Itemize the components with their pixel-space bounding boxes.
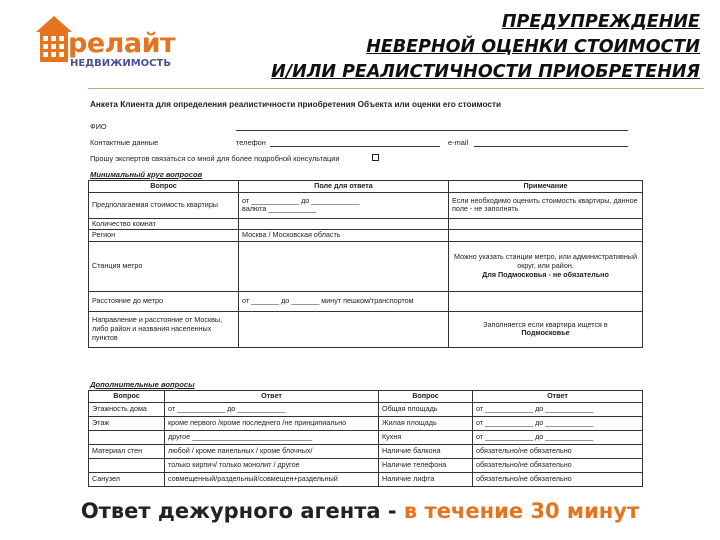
- wall-material-field[interactable]: любой / кроме панельных / кроме блочных/: [165, 444, 379, 458]
- row-question: Регион: [89, 230, 239, 242]
- row-question: Этаж: [89, 416, 165, 430]
- row-question: Этажность дома: [89, 402, 165, 416]
- col-header-question: Вопрос: [89, 181, 239, 193]
- page-title: [180, 10, 700, 85]
- direction-note: Заполняется если квартира ищется в: [483, 319, 608, 329]
- row-note: [449, 311, 643, 347]
- total-area-field[interactable]: от ____________ до ____________: [473, 402, 643, 416]
- metro-note: Можно указать станции метро, или административный округ, или район.: [454, 252, 637, 270]
- table-row: [89, 192, 643, 218]
- table-row: [89, 444, 643, 458]
- table-row: [89, 291, 643, 311]
- table-row: [89, 430, 643, 444]
- email-label: e-mail: [448, 138, 469, 147]
- row-question-2: Наличие балкона: [379, 444, 473, 458]
- col-header-answer: Поле для ответа: [239, 181, 449, 193]
- row-question: Расстояние до метро: [89, 291, 239, 311]
- kitchen-area-field[interactable]: от ____________ до ____________: [473, 430, 643, 444]
- table-row: [89, 402, 643, 416]
- fio-field[interactable]: [236, 130, 628, 131]
- fio-label: ФИО: [90, 122, 107, 131]
- floor-other-field[interactable]: другое ______________________________: [165, 430, 379, 444]
- title-line-2: НЕВЕРНОЙ ОЦЕНКИ СТОИМОСТИ: [366, 37, 700, 57]
- living-area-field[interactable]: от ____________ до ____________: [473, 416, 643, 430]
- row-question-2: Кухня: [379, 430, 473, 444]
- direction-field[interactable]: [239, 311, 449, 347]
- row-question: [89, 430, 165, 444]
- row-note: Если необходимо оценить стоимость квартиры, данное поле - не заполнять: [449, 192, 643, 218]
- row-question-2: Наличие телефона: [379, 458, 473, 472]
- row-question-2: Жилая площадь: [379, 416, 473, 430]
- cta-prefix: Ответ дежурного агента -: [80, 499, 404, 523]
- add-section-title: Дополнительные вопросы: [90, 380, 195, 389]
- phone-line-field[interactable]: обязательно/не обязательно: [473, 458, 643, 472]
- row-note: [449, 241, 643, 291]
- phone-label: телефон: [236, 138, 266, 147]
- region-field[interactable]: Москва / Московская область: [239, 230, 449, 242]
- bathroom-field[interactable]: совмещенный/раздельный/совмещен+раздельный: [165, 472, 379, 486]
- header-divider: [88, 88, 704, 89]
- cta-highlight: в течение 30 минут: [403, 499, 640, 523]
- metro-note-bold: Для Подмосковья - не обязательно: [482, 269, 609, 279]
- col-header-question: Вопрос: [89, 391, 165, 403]
- min-questions-table: [88, 180, 643, 348]
- price-range-field[interactable]: от ____________ до ____________ валюта ____________: [239, 192, 449, 218]
- title-line-3: И/ИЛИ РЕАЛИСТИЧНОСТИ ПРИОБРЕТЕНИЯ: [271, 62, 700, 82]
- metro-field[interactable]: [239, 241, 449, 291]
- contacts-label: Контактные данные: [90, 138, 159, 147]
- brand-tagline: НЕДВИЖИМОСТЬ: [70, 58, 171, 69]
- row-question: Количество комнат: [89, 218, 239, 230]
- row-note: [449, 291, 643, 311]
- client-questionnaire: [86, 96, 646, 492]
- row-question: Направление и расстояние от Москвы, либо район и названия населенных пунктов: [89, 311, 239, 347]
- form-heading: Анкета Клиента для определения реалистичности приобретения Объекта или оценки его стоимости: [90, 100, 501, 109]
- consult-checkbox[interactable]: [372, 154, 379, 161]
- consult-label: Прошу экспертов связаться со мной для более подробной консультации: [90, 154, 340, 163]
- table-row: [89, 416, 643, 430]
- row-question: Материал стен: [89, 444, 165, 458]
- add-questions-table: [88, 390, 643, 487]
- row-note: [449, 230, 643, 242]
- phone-field[interactable]: [270, 146, 440, 147]
- table-row: [89, 311, 643, 347]
- table-row: [89, 472, 643, 486]
- direction-note-bold: Подмосковье: [521, 328, 570, 338]
- rooms-field[interactable]: [239, 218, 449, 230]
- floor-field[interactable]: кроме первого /кроме последнего /не принципиально: [165, 416, 379, 430]
- col-header-question-2: Вопрос: [379, 391, 473, 403]
- row-question-2: Наличие лифта: [379, 472, 473, 486]
- wall-material-field-2[interactable]: только кирпич/ только монолит / другое: [165, 458, 379, 472]
- row-question: Санузел: [89, 472, 165, 486]
- response-time-caption: [0, 496, 720, 526]
- table-row: [89, 241, 643, 291]
- table-row: [89, 458, 643, 472]
- brand-name: релайт: [68, 28, 176, 59]
- email-field[interactable]: [474, 146, 628, 147]
- elevator-field[interactable]: обязательно/не обязательно: [473, 472, 643, 486]
- balcony-field[interactable]: обязательно/не обязательно: [473, 444, 643, 458]
- metro-distance-field[interactable]: от _______ до _______ минут пешком/транспортом: [239, 291, 449, 311]
- col-header-note: Примечание: [449, 181, 643, 193]
- row-question: [89, 458, 165, 472]
- table-row: [89, 230, 643, 242]
- row-question-2: Общая площадь: [379, 402, 473, 416]
- col-header-answer: Ответ: [165, 391, 379, 403]
- row-note: [449, 218, 643, 230]
- title-line-1: ПРЕДУПРЕЖДЕНИЕ: [501, 12, 700, 32]
- row-question: Предполагаемая стоимость квартиры: [89, 192, 239, 218]
- table-row: [89, 218, 643, 230]
- col-header-answer-2: Ответ: [473, 391, 643, 403]
- min-section-title: Минимальный круг вопросов: [90, 170, 203, 179]
- row-question: Станция метро: [89, 241, 239, 291]
- brand-logo: [34, 12, 184, 70]
- floors-field[interactable]: от ____________ до ____________: [165, 402, 379, 416]
